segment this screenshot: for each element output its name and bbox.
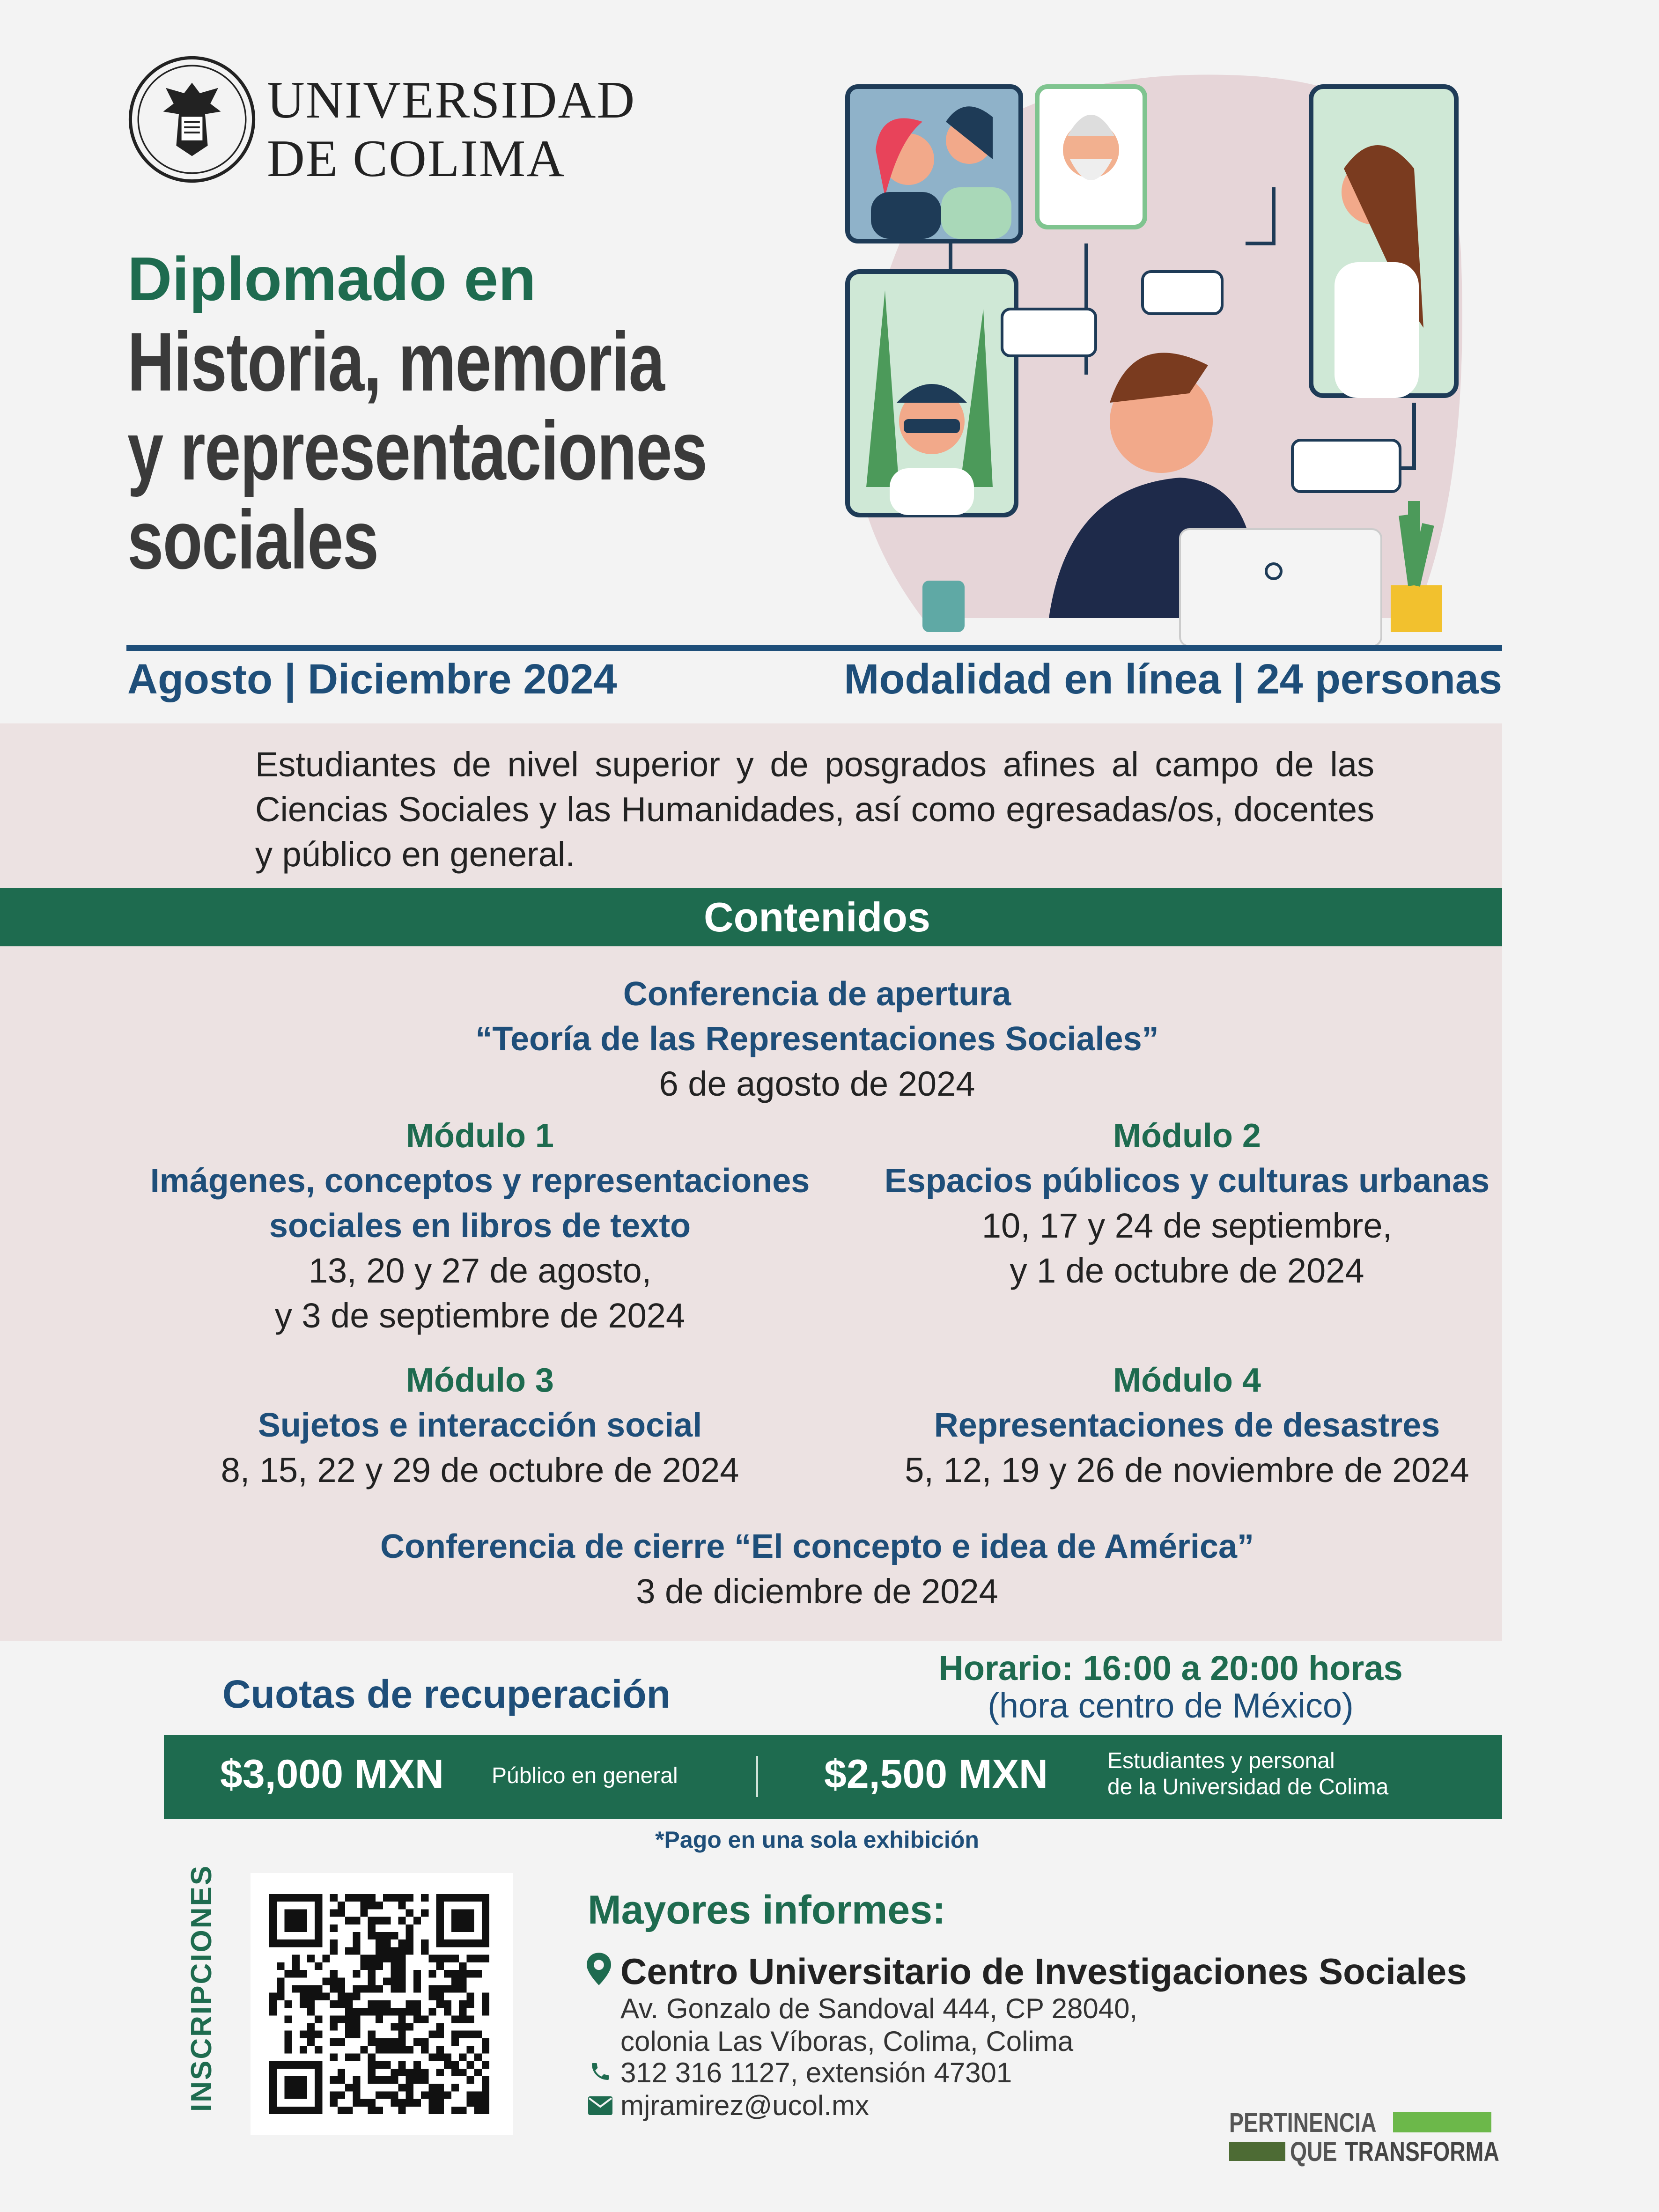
title-line1: Historia, memoria: [127, 315, 664, 408]
slogan-bar-light: [1393, 2112, 1491, 2132]
opening-label: Conferencia de apertura: [623, 975, 1011, 1013]
price-students-label: [1107, 1748, 1445, 1800]
contents-title: Contenidos: [704, 894, 930, 940]
closing-conference: [0, 1524, 1634, 1614]
program-dates: Agosto | Diciembre 2024: [127, 656, 617, 703]
university-name-line2: DE COLIMA: [267, 130, 566, 188]
opening-name: “Teoría de las Representaciones Sociales”: [475, 1020, 1159, 1058]
email-link[interactable]: mjramirez@ucol.mx: [620, 2090, 869, 2121]
module-dates: y 1 de octubre de 2024: [1010, 1251, 1364, 1290]
timezone: (hora centro de México): [988, 1686, 1354, 1725]
module-dates: 8, 15, 22 y 29 de octubre de 2024: [221, 1451, 739, 1489]
header-divider: [126, 645, 1502, 651]
payment-note: *Pago en una sola exhibición: [655, 1827, 979, 1853]
module-2: [833, 1113, 1541, 1293]
module-name: Espacios públicos y culturas urbanas: [884, 1162, 1490, 1200]
module-3: [94, 1358, 866, 1493]
slogan-word3: TRANSFORMA: [1345, 2137, 1499, 2167]
audience-description: Estudiantes de nivel superior y de posgrados afines al campo de las Ciencias Sociales y las Humanidades, así como egresadas/os, docentes y público en general.: [255, 745, 1374, 874]
module-dates: y 3 de septiembre de 2024: [274, 1296, 686, 1335]
slogan-word2: QUE: [1290, 2137, 1337, 2167]
video-call-illustration: [805, 66, 1508, 656]
module-label: Módulo 2: [1113, 1117, 1261, 1155]
module-label: Módulo 3: [406, 1362, 554, 1399]
university-name-line1: UNIVERSIDAD: [267, 71, 636, 129]
diplomado-label: Diplomado en: [127, 244, 536, 313]
module-dates: 10, 17 y 24 de septiembre,: [981, 1206, 1393, 1245]
slogan-bar-dark: [1229, 2142, 1285, 2161]
module-name: Sujetos e interacción social: [258, 1407, 702, 1444]
inscripciones-label: INSCRIPCIONES: [185, 1864, 218, 2112]
module-dates: 13, 20 y 27 de agosto,: [308, 1251, 652, 1290]
price-students: $2,500 MXN: [824, 1752, 1048, 1797]
module-label: Módulo 4: [1113, 1362, 1261, 1399]
email-icon: [588, 2096, 612, 2116]
opening-date: 6 de agosto de 2024: [659, 1064, 975, 1103]
price-general-label: Público en general: [492, 1763, 678, 1788]
contact-title: Mayores informes:: [588, 1888, 946, 1932]
title-line2: y representaciones: [127, 404, 707, 497]
program-modality: Modalidad en línea | 24 personas: [844, 656, 1502, 703]
module-4: [833, 1358, 1541, 1493]
schedule: Horario: 16:00 a 20:00 horas: [938, 1649, 1403, 1688]
module-name: Representaciones de desastres: [934, 1407, 1440, 1444]
module-name: Imágenes, conceptos y representaciones: [150, 1162, 810, 1200]
research-center-name: Centro Universitario de Investigaciones Sociales: [620, 1951, 1467, 1992]
module-label: Módulo 1: [406, 1117, 554, 1155]
registration-qr-code[interactable]: [269, 1894, 489, 2114]
module-name: sociales en libros de texto: [269, 1207, 691, 1245]
phone-icon: [589, 2060, 612, 2083]
location-pin-icon: [587, 1953, 611, 1985]
slogan-word1: PERTINENCIA: [1229, 2108, 1377, 2138]
fees-separator: [756, 1756, 758, 1797]
module-dates: 5, 12, 19 y 26 de noviembre de 2024: [905, 1451, 1469, 1489]
price-students-label-line2: de la Universidad de Colima: [1107, 1775, 1389, 1799]
closing-date: 3 de diciembre de 2024: [636, 1572, 998, 1611]
opening-conference: [0, 972, 1634, 1106]
phone-number[interactable]: 312 316 1127, extensión 47301: [620, 2057, 1012, 2088]
fees-title: Cuotas de recuperación: [222, 1672, 671, 1716]
address-line2: colonia Las Víboras, Colima, Colima: [620, 2026, 1074, 2057]
address-line1: Av. Gonzalo de Sandoval 444, CP 28040,: [620, 1993, 1138, 2024]
title-line3: sociales: [127, 493, 378, 586]
closing-label: Conferencia de cierre “El concepto e idea de América”: [380, 1528, 1254, 1565]
module-1: [94, 1113, 866, 1338]
university-seal-logo: [126, 54, 258, 185]
price-students-label-line1: Estudiantes y personal: [1107, 1748, 1335, 1773]
price-general: $3,000 MXN: [220, 1752, 444, 1797]
